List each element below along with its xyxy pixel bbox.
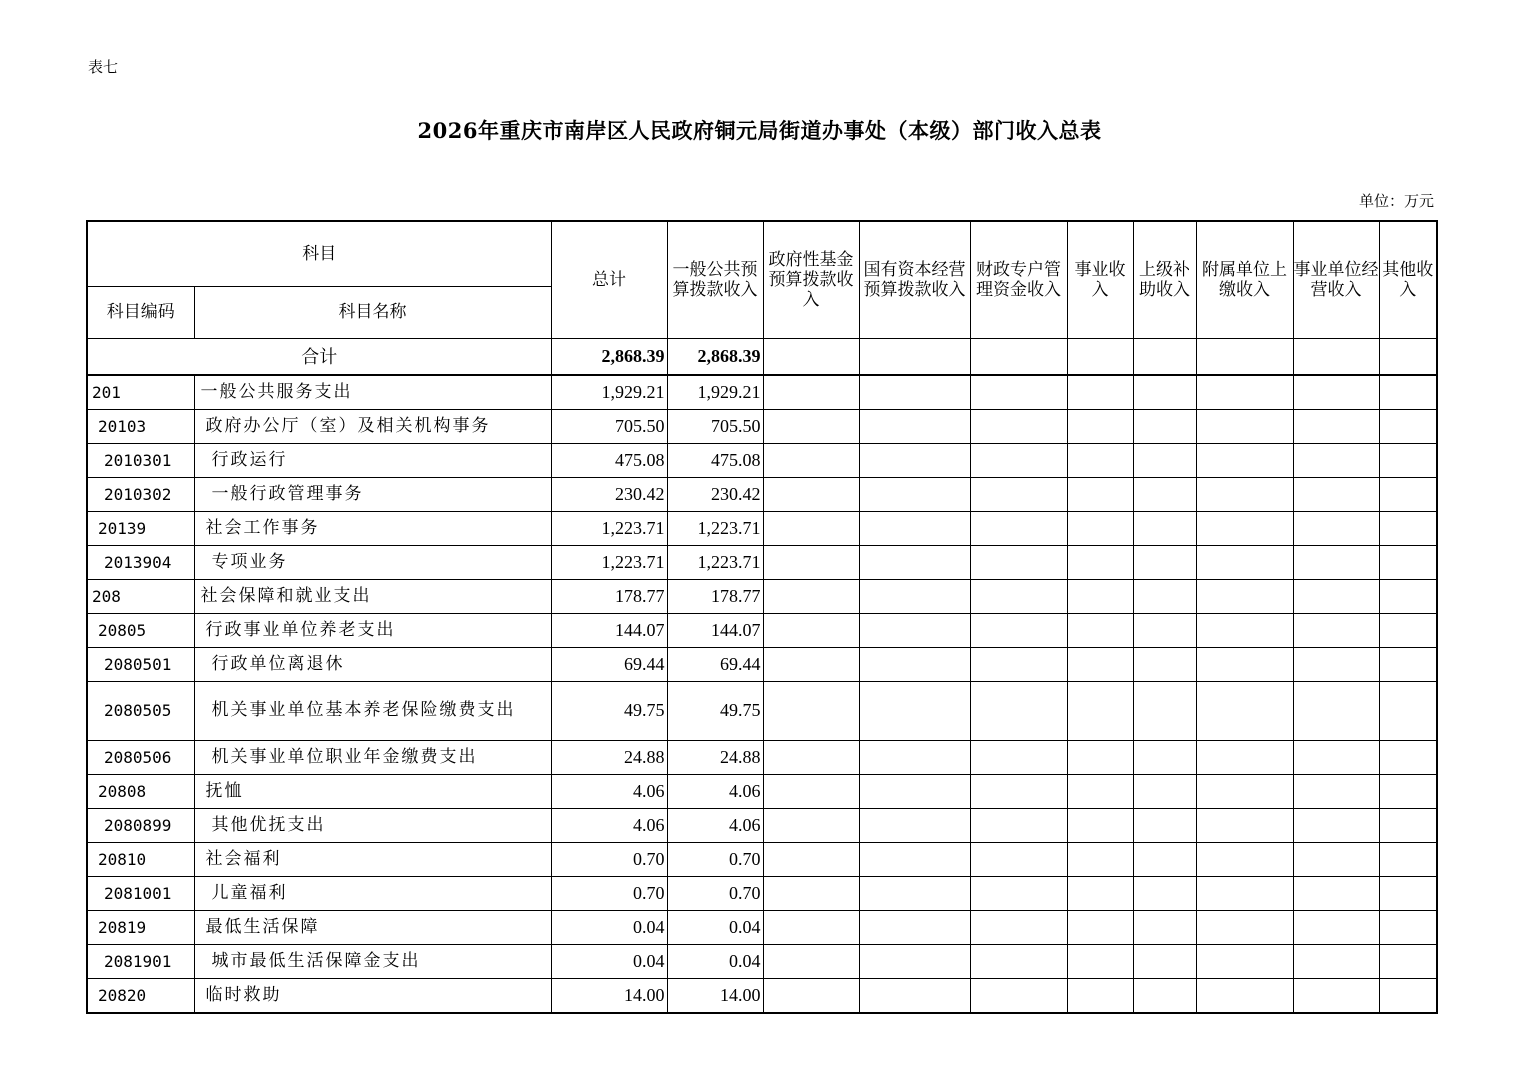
row-general-budget: 230.42 xyxy=(667,477,763,511)
subject-name: 机关事业单位基本养老保险缴费支出 xyxy=(194,681,551,740)
row-total: 4.06 xyxy=(551,808,667,842)
header-affiliated: 附属单位上缴收入 xyxy=(1196,221,1293,338)
subject-name: 其他优抚支出 xyxy=(194,808,551,842)
total-row xyxy=(87,338,1437,375)
row-total: 69.44 xyxy=(551,647,667,681)
header-state-capital: 国有资本经营预算拨款收入 xyxy=(859,221,970,338)
table-row xyxy=(87,409,1437,443)
header-subject: 科目 xyxy=(87,221,551,286)
subject-code: 2080506 xyxy=(87,740,194,774)
subject-name: 最低生活保障 xyxy=(194,910,551,944)
row-total: 144.07 xyxy=(551,613,667,647)
row-general-budget: 24.88 xyxy=(667,740,763,774)
header-general-budget: 一般公共预算拨款收入 xyxy=(667,221,763,338)
row-total: 0.04 xyxy=(551,910,667,944)
subject-code: 2013904 xyxy=(87,545,194,579)
table-row xyxy=(87,876,1437,910)
table-row xyxy=(87,978,1437,1013)
subject-code: 2010302 xyxy=(87,477,194,511)
table-row xyxy=(87,511,1437,545)
row-general-budget: 69.44 xyxy=(667,647,763,681)
header-business-operation: 事业单位经营收入 xyxy=(1293,221,1379,338)
subject-code: 2081901 xyxy=(87,944,194,978)
subject-code: 2010301 xyxy=(87,443,194,477)
header-fiscal-special: 财政专户管理资金收入 xyxy=(970,221,1067,338)
table-row xyxy=(87,647,1437,681)
subject-name: 社会福利 xyxy=(194,842,551,876)
table-row xyxy=(87,740,1437,774)
subject-code: 2080505 xyxy=(87,681,194,740)
header-subject-code: 科目编码 xyxy=(87,286,194,338)
table-row xyxy=(87,944,1437,978)
table-row xyxy=(87,477,1437,511)
subject-code: 20819 xyxy=(87,910,194,944)
table-row xyxy=(87,613,1437,647)
row-general-budget: 0.04 xyxy=(667,944,763,978)
row-total: 14.00 xyxy=(551,978,667,1013)
row-total: 4.06 xyxy=(551,774,667,808)
subject-name: 儿童福利 xyxy=(194,876,551,910)
header-superior-subsidy: 上级补助收入 xyxy=(1133,221,1196,338)
subject-code: 20810 xyxy=(87,842,194,876)
row-general-budget: 14.00 xyxy=(667,978,763,1013)
subject-name: 一般公共服务支出 xyxy=(194,375,551,410)
row-total: 1,223.71 xyxy=(551,545,667,579)
header-gov-fund: 政府性基金预算拨款收入 xyxy=(763,221,859,338)
row-general-budget: 49.75 xyxy=(667,681,763,740)
row-total: 1,929.21 xyxy=(551,375,667,410)
row-total: 0.04 xyxy=(551,944,667,978)
row-general-budget: 1,223.71 xyxy=(667,545,763,579)
row-general-budget: 0.70 xyxy=(667,876,763,910)
unit-label: 单位：万元 xyxy=(1358,192,1434,210)
row-general-budget: 0.70 xyxy=(667,842,763,876)
subject-code: 20103 xyxy=(87,409,194,443)
subject-code: 20139 xyxy=(87,511,194,545)
row-total: 24.88 xyxy=(551,740,667,774)
subject-code: 2081001 xyxy=(87,876,194,910)
table-row xyxy=(87,774,1437,808)
row-total: 475.08 xyxy=(551,443,667,477)
subject-name: 机关事业单位职业年金缴费支出 xyxy=(194,740,551,774)
income-summary-table xyxy=(86,220,1438,1014)
row-total: 178.77 xyxy=(551,579,667,613)
row-total: 1,223.71 xyxy=(551,511,667,545)
subject-name: 行政单位离退休 xyxy=(194,647,551,681)
row-general-budget: 4.06 xyxy=(667,774,763,808)
subject-name: 城市最低生活保障金支出 xyxy=(194,944,551,978)
subject-code: 2080501 xyxy=(87,647,194,681)
table-row xyxy=(87,443,1437,477)
table-row xyxy=(87,545,1437,579)
total-general-budget: 2,868.39 xyxy=(667,338,763,375)
table-row xyxy=(87,681,1437,740)
row-general-budget: 178.77 xyxy=(667,579,763,613)
subject-code: 208 xyxy=(87,579,194,613)
row-general-budget: 4.06 xyxy=(667,808,763,842)
subject-name: 一般行政管理事务 xyxy=(194,477,551,511)
row-general-budget: 705.50 xyxy=(667,409,763,443)
row-general-budget: 0.04 xyxy=(667,910,763,944)
subject-name: 抚恤 xyxy=(194,774,551,808)
total-label: 合计 xyxy=(87,338,551,375)
row-general-budget: 144.07 xyxy=(667,613,763,647)
table-row xyxy=(87,808,1437,842)
row-total: 49.75 xyxy=(551,681,667,740)
table-row xyxy=(87,375,1437,410)
row-total: 705.50 xyxy=(551,409,667,443)
subject-code: 20808 xyxy=(87,774,194,808)
subject-name: 社会工作事务 xyxy=(194,511,551,545)
subject-name: 政府办公厅（室）及相关机构事务 xyxy=(194,409,551,443)
subject-code: 201 xyxy=(87,375,194,410)
subject-code: 20820 xyxy=(87,978,194,1013)
total-amount: 2,868.39 xyxy=(551,338,667,375)
subject-code: 2080899 xyxy=(87,808,194,842)
header-other: 其他收入 xyxy=(1379,221,1437,338)
table-row xyxy=(87,842,1437,876)
header-total: 总计 xyxy=(551,221,667,338)
row-general-budget: 1,223.71 xyxy=(667,511,763,545)
table-row xyxy=(87,579,1437,613)
table-label: 表七 xyxy=(88,58,119,76)
table-row xyxy=(87,910,1437,944)
subject-name: 行政事业单位养老支出 xyxy=(194,613,551,647)
row-total: 0.70 xyxy=(551,876,667,910)
subject-name: 行政运行 xyxy=(194,443,551,477)
row-general-budget: 475.08 xyxy=(667,443,763,477)
subject-name: 临时救助 xyxy=(194,978,551,1013)
subject-name: 社会保障和就业支出 xyxy=(194,579,551,613)
subject-name: 专项业务 xyxy=(194,545,551,579)
row-total: 0.70 xyxy=(551,842,667,876)
page-title: 2026年重庆市南岸区人民政府铜元局街道办事处（本级）部门收入总表 xyxy=(417,118,1102,143)
header-subject-name: 科目名称 xyxy=(194,286,551,338)
row-general-budget: 1,929.21 xyxy=(667,375,763,410)
header-business: 事业收入 xyxy=(1067,221,1133,338)
subject-code: 20805 xyxy=(87,613,194,647)
row-total: 230.42 xyxy=(551,477,667,511)
